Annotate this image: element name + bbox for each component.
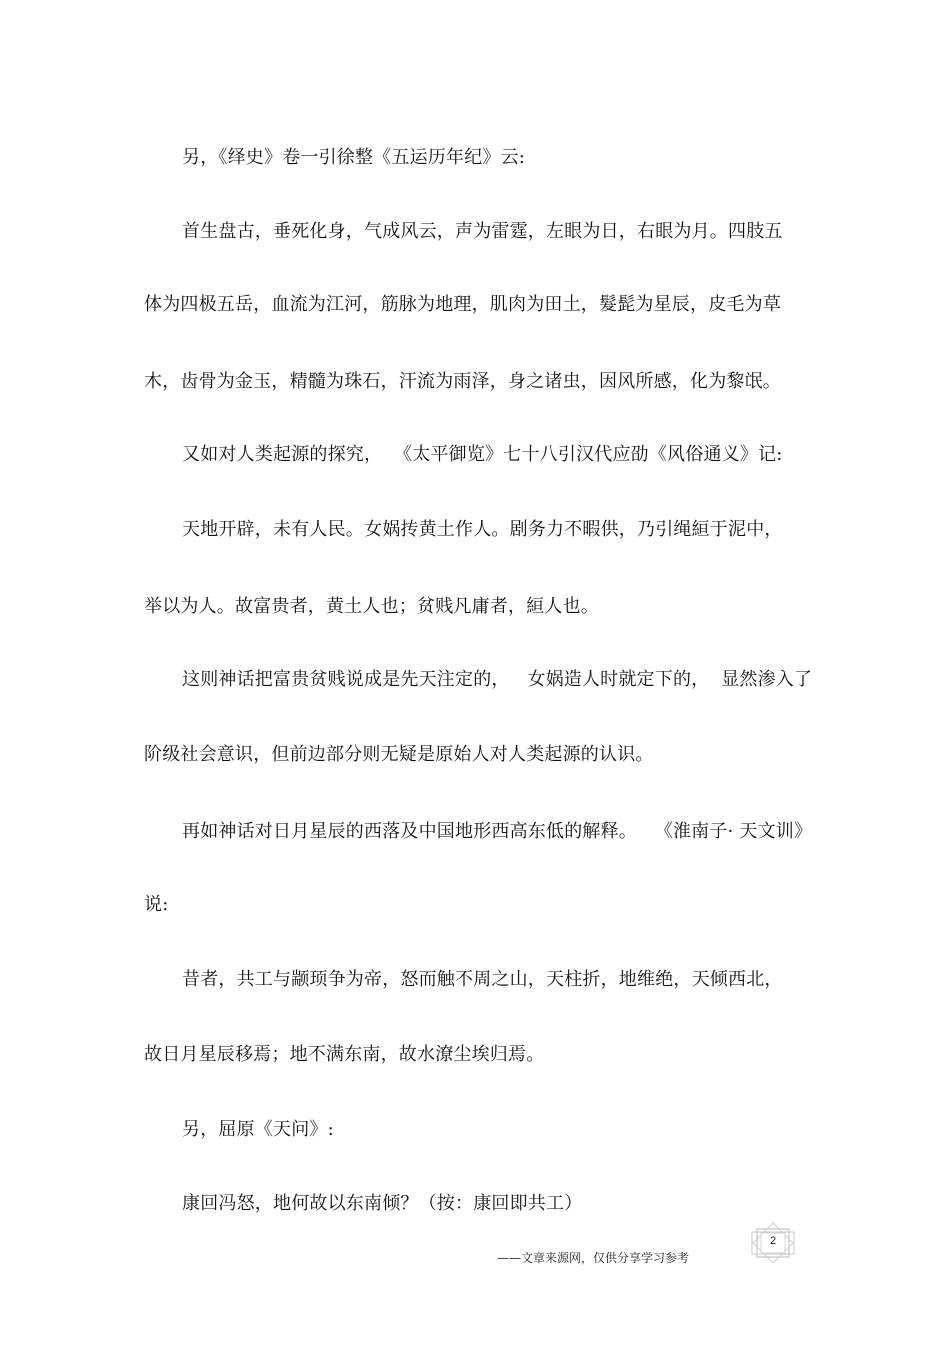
paragraph-line-7: 另，屈原《天问》:	[182, 1119, 334, 1140]
paragraph-line-1: 另，《绎史》卷一引徐整《五运历年纪》云:	[182, 147, 526, 168]
page-number: 2	[769, 1235, 777, 1247]
paragraph-line-3: 这则神话把富贵贫贱说成是先天注定的， 女娲造人时就定下的， 显然渗入了	[182, 669, 813, 690]
paragraph-line-5: 再如神话对日月星辰的西落及中国地形西高东低的解释。 《淮南子· 天文训》	[182, 821, 813, 842]
paragraph-line-4: 阶级社会意识，但前边部分则无疑是原始人对人类起源的认识。	[144, 744, 654, 765]
quote-line-7: 故日月星辰移焉；地不满东南，故水潦尘埃归焉。	[144, 1044, 545, 1065]
quote-line-8: 康回冯怒，地何故以东南倾？（按：康回即共工）	[182, 1193, 583, 1214]
quote-line-1: 首生盘古，垂死化身，气成风云，声为雷霆，左眼为日，右眼为月。四肢五	[182, 221, 783, 242]
quote-line-6: 昔者，共工与颛顼争为帝，怒而触不周之山，天柱折，地维绝，天倾西北，	[182, 969, 783, 990]
page-number-badge	[749, 1221, 797, 1265]
quote-line-5: 举以为人。故富贵者，黄土人也；贫贱凡庸者，絙人也。	[144, 596, 599, 617]
paragraph-line-6: 说:	[144, 894, 169, 915]
quote-line-3: 木，齿骨为金玉，精髓为珠石，汗流为雨泽，身之诸虫，因风所感，化为黎氓。	[144, 371, 781, 392]
paragraph-line-2: 又如对人类起源的探究， 《太平御览》七十八引汉代应劭《风俗通义》记:	[182, 444, 783, 465]
source-note: ——文章来源网，仅供分享学习参考	[497, 1251, 690, 1265]
quote-line-2: 体为四极五岳，血流为江河，筋脉为地理，肌肉为田土，髮髭为星辰，皮毛为草	[144, 294, 781, 315]
quote-line-4: 天地开辟，未有人民。女娲抟黄土作人。剧务力不暇供，乃引绳絙于泥中，	[182, 519, 783, 540]
